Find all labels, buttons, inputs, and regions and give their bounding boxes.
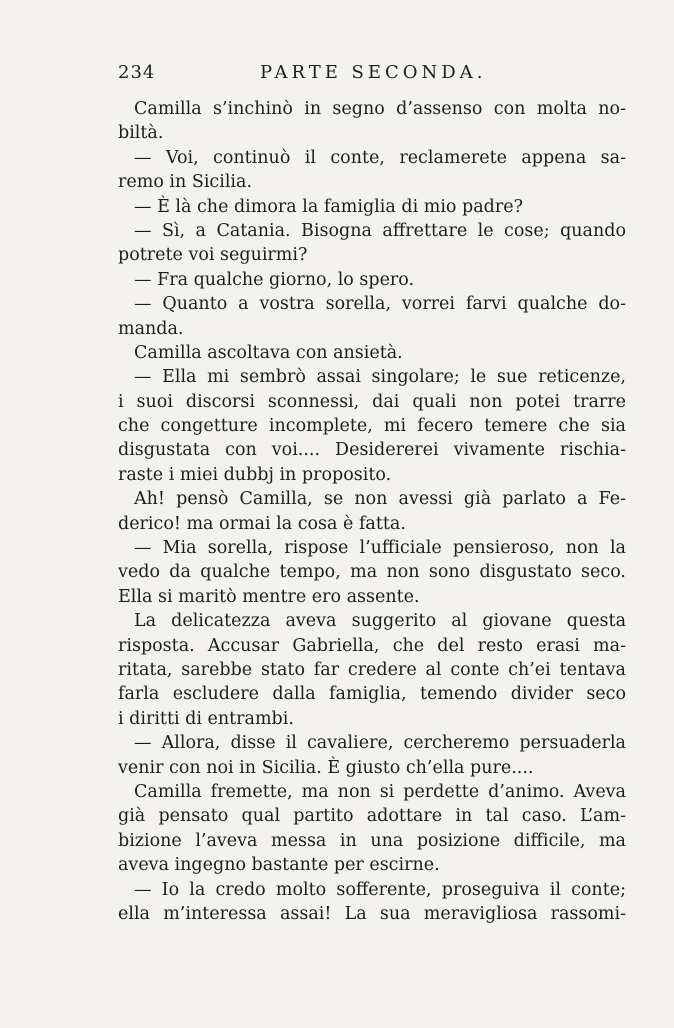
- text-line: — Fra qualche giorno, lo spero.: [134, 269, 415, 290]
- text-line: disgustata con voi.... Desidererei vivamente rischia-: [118, 440, 626, 461]
- text-line: farla escludere dalla famiglia, temendo divider seco: [118, 684, 626, 705]
- text-line: già pensato qual partito adottare in tal caso. L’am-: [118, 806, 626, 827]
- running-title: PARTE SECONDA.: [260, 62, 487, 83]
- text-line: Ella si maritò mentre ero assente.: [118, 586, 420, 607]
- text-line: — Voi, continuò il conte, reclamerete appena sa-: [134, 147, 626, 168]
- text-line: venir con noi in Sicilia. È giusto ch’ella pure....: [118, 757, 534, 778]
- text-line: — Ella mi sembrò assai singolare; le sue reticenze,: [134, 367, 626, 388]
- text-line: — Sì, a Catania. Bisogna affrettare le cose; quando: [134, 220, 626, 241]
- text-line: i suoi discorsi sconnessi, dai quali non potei trarre: [118, 391, 626, 412]
- text-line: biltà.: [118, 123, 164, 144]
- page-number: 234: [118, 62, 156, 83]
- text-line: aveva ingegno bastante per escirne.: [118, 855, 440, 876]
- text-line: bizione l’aveva messa in una posizione difficile, ma: [118, 830, 626, 851]
- text-line: i diritti di entrambi.: [118, 708, 294, 729]
- text-line: remo in Sicilia.: [118, 172, 253, 193]
- text-line: potrete voi seguirmi?: [118, 245, 308, 266]
- text-line: — Allora, disse il cavaliere, cercheremo persuaderla: [134, 733, 626, 754]
- text-line: — È là che dimora la famiglia di mio padre?: [134, 196, 523, 217]
- body-text: [118, 97, 626, 926]
- text-line: ritata, sarebbe stato far credere al conte ch’ei tentava: [118, 659, 626, 680]
- text-line: Camilla s’inchinò in segno d’assenso con molta no-: [134, 99, 626, 119]
- text-line: ella m’interessa assai! La sua meravigliosa rassomi-: [118, 903, 626, 924]
- text-line: risposta. Accusar Gabriella, che del resto erasi ma-: [118, 635, 626, 656]
- text-line: Camilla ascoltava con ansietà.: [134, 342, 403, 363]
- text-line: — Quanto a vostra sorella, vorrei farvi qualche do-: [134, 294, 626, 315]
- text-line: — Mia sorella, rispose l’ufficiale pensieroso, non la: [134, 538, 626, 559]
- text-line: raste i miei dubbj in proposito.: [118, 464, 392, 485]
- text-line: manda.: [118, 318, 184, 339]
- text-line: — Io la credo molto sofferente, proseguiva il conte;: [134, 879, 626, 900]
- text-line: che congetture incomplete, mi fecero temere che sia: [118, 416, 626, 437]
- text-line: Camilla fremette, ma non si perdette d’animo. Aveva: [134, 781, 626, 802]
- text-line: vedo da qualche tempo, ma non sono disgustato seco.: [118, 562, 626, 583]
- text-line: La delicatezza aveva suggerito al giovane questa: [134, 611, 626, 632]
- text-line: derico! ma ormai la cosa è fatta.: [118, 513, 406, 534]
- page-header: [118, 62, 628, 90]
- text-line: Ah! pensò Camilla, se non avessi già parlato a Fe-: [134, 489, 626, 510]
